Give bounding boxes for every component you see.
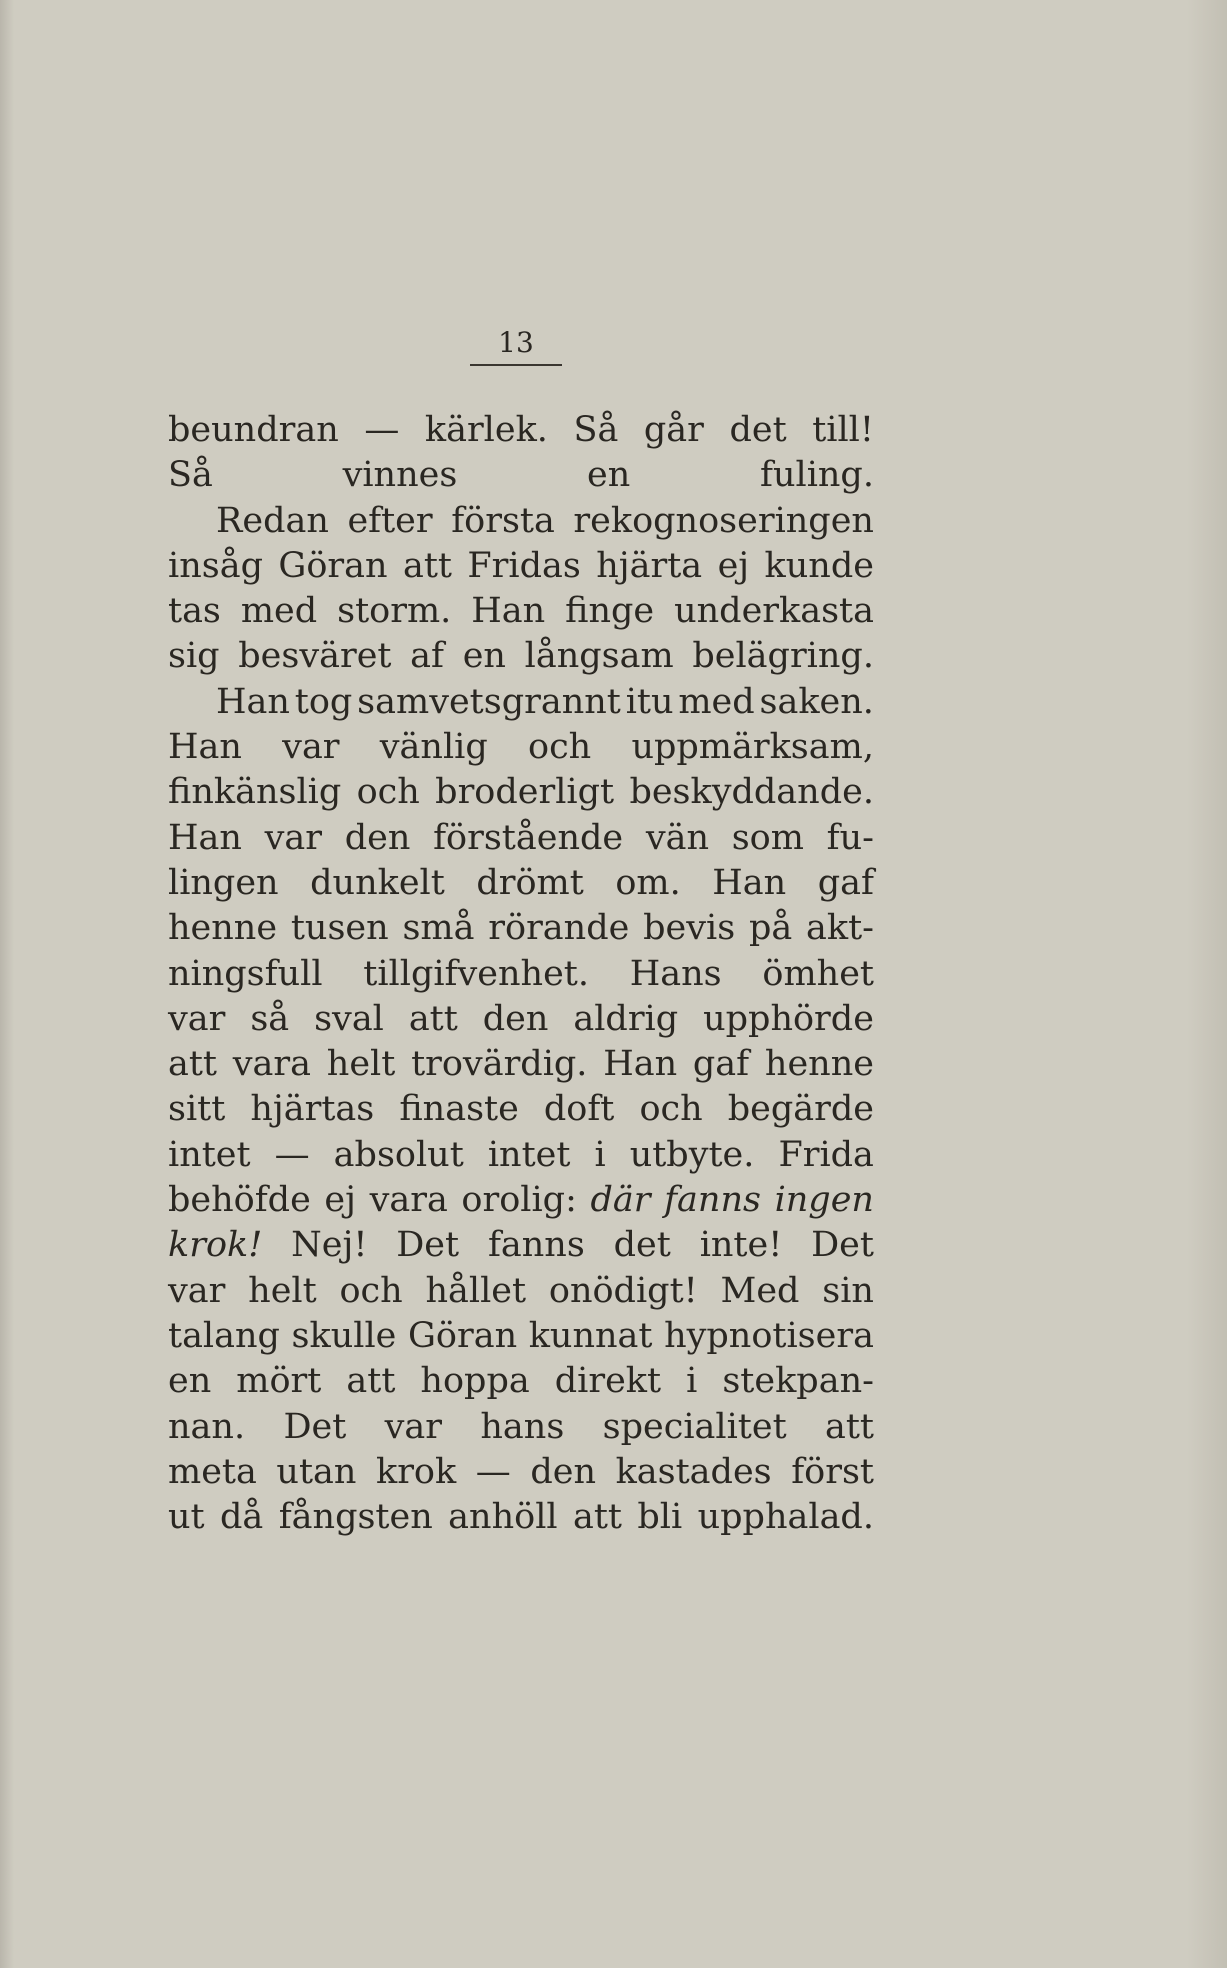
word: gaf bbox=[817, 862, 874, 903]
word: meta bbox=[168, 1451, 257, 1492]
text-line bbox=[168, 1495, 874, 1540]
word: på bbox=[748, 908, 793, 949]
word: rekognoseringen bbox=[573, 500, 874, 541]
text-line bbox=[168, 1450, 874, 1495]
word: begärde bbox=[727, 1089, 874, 1130]
word: helt bbox=[326, 1044, 396, 1085]
word: fanns bbox=[487, 1225, 585, 1266]
word: ej bbox=[324, 1180, 356, 1221]
word: samvetsgrannt bbox=[357, 681, 621, 722]
word: Frida bbox=[778, 1134, 874, 1175]
word: direkt bbox=[554, 1361, 662, 1402]
text-line bbox=[168, 906, 874, 951]
word: som bbox=[731, 817, 804, 858]
word: broderligt bbox=[435, 772, 615, 813]
word: — bbox=[364, 410, 400, 450]
word: nan. bbox=[168, 1406, 246, 1447]
word: Han bbox=[168, 817, 242, 858]
word: gaf bbox=[692, 1044, 750, 1085]
word: orolig: bbox=[461, 1180, 577, 1221]
word: små bbox=[402, 908, 475, 949]
word: så bbox=[250, 998, 290, 1039]
word: intet bbox=[168, 1134, 251, 1175]
word: med bbox=[240, 591, 318, 632]
word: ingen bbox=[774, 1180, 874, 1221]
text-line bbox=[168, 1042, 874, 1087]
word: fu- bbox=[826, 817, 874, 858]
text-line bbox=[168, 997, 874, 1042]
word: insåg bbox=[168, 545, 263, 586]
word: en bbox=[462, 636, 506, 677]
word: sig bbox=[168, 636, 220, 677]
word: lingen bbox=[168, 862, 279, 903]
word: kastades bbox=[615, 1451, 772, 1492]
word: intet bbox=[487, 1134, 571, 1175]
word: var bbox=[168, 998, 226, 1039]
word: Fridas bbox=[467, 545, 581, 586]
word: och bbox=[339, 1270, 403, 1311]
word: storm. bbox=[337, 591, 452, 632]
word: var bbox=[384, 1406, 443, 1447]
text-line bbox=[168, 1087, 874, 1132]
word: Han bbox=[216, 681, 290, 722]
word: vänlig bbox=[379, 727, 488, 768]
page-number: 13 bbox=[470, 326, 562, 366]
word: hypnotisera bbox=[664, 1315, 874, 1356]
word: Nej! bbox=[291, 1225, 368, 1266]
word: krok! bbox=[168, 1225, 263, 1266]
word: henne bbox=[764, 1044, 874, 1085]
word: en bbox=[587, 455, 631, 496]
word: trovärdig. bbox=[411, 1044, 588, 1085]
word: Så bbox=[573, 410, 619, 450]
text-line bbox=[168, 816, 874, 861]
word: och bbox=[356, 772, 420, 813]
text-line bbox=[168, 544, 874, 589]
word: var bbox=[282, 727, 340, 768]
word: anhöll bbox=[448, 1497, 558, 1538]
text-line bbox=[168, 1133, 874, 1178]
word: beskyddande. bbox=[629, 772, 874, 813]
word: finaste bbox=[399, 1089, 519, 1130]
word: Med bbox=[720, 1270, 800, 1311]
word: ut bbox=[168, 1497, 205, 1538]
word: där bbox=[590, 1180, 651, 1221]
word: absolut bbox=[333, 1134, 464, 1175]
word: sval bbox=[314, 998, 384, 1039]
word: då bbox=[220, 1497, 264, 1538]
word: inte! bbox=[699, 1225, 783, 1266]
text-line bbox=[168, 770, 874, 815]
word: upphörde bbox=[703, 998, 874, 1039]
text-line bbox=[168, 861, 874, 906]
word: hjärta bbox=[596, 545, 703, 586]
word: utbyte. bbox=[629, 1134, 755, 1175]
word: — bbox=[475, 1451, 511, 1492]
word: hjärtas bbox=[250, 1089, 375, 1130]
text-line bbox=[168, 1405, 874, 1450]
word: bevis bbox=[643, 908, 736, 949]
word: krok bbox=[375, 1451, 457, 1492]
word: tog bbox=[294, 681, 353, 722]
word: går bbox=[643, 410, 704, 450]
word: vän bbox=[645, 817, 710, 858]
page-edge-left bbox=[0, 0, 14, 1968]
word: doft bbox=[543, 1089, 615, 1130]
word: Han bbox=[712, 862, 787, 903]
word: efter bbox=[347, 500, 433, 541]
text-line bbox=[168, 1223, 874, 1268]
word: den bbox=[530, 1451, 597, 1492]
text-line bbox=[168, 952, 874, 997]
word: ömhet bbox=[762, 953, 874, 994]
word: att bbox=[168, 1044, 217, 1085]
word: sin bbox=[822, 1270, 874, 1311]
word: förstående bbox=[433, 817, 624, 858]
word: beundran bbox=[168, 410, 339, 450]
word: och bbox=[639, 1089, 703, 1130]
word: utan bbox=[276, 1451, 357, 1492]
word: tas bbox=[168, 591, 221, 632]
text-line bbox=[168, 408, 874, 453]
word: Göran bbox=[407, 1315, 518, 1356]
word: Han bbox=[168, 727, 242, 768]
word: fångsten bbox=[278, 1497, 433, 1538]
text-line bbox=[168, 1178, 874, 1223]
word: uppmärksam, bbox=[631, 727, 874, 768]
word: den bbox=[344, 817, 411, 858]
word: onödigt! bbox=[548, 1270, 698, 1311]
word: Det bbox=[283, 1406, 347, 1447]
word: aldrig bbox=[573, 998, 679, 1039]
text-line bbox=[168, 1314, 874, 1359]
word: var bbox=[168, 1270, 226, 1311]
text-line bbox=[168, 634, 874, 679]
word: ej bbox=[717, 545, 750, 586]
word: dunkelt bbox=[310, 862, 445, 903]
word: underkasta bbox=[674, 591, 874, 632]
word: fanns bbox=[664, 1180, 761, 1221]
word: kärlek. bbox=[424, 410, 548, 450]
word: Redan bbox=[216, 500, 329, 541]
text-line bbox=[168, 725, 874, 770]
word: långsam bbox=[524, 636, 674, 677]
word: om. bbox=[615, 862, 681, 903]
word: hoppa bbox=[420, 1361, 530, 1402]
word: en bbox=[168, 1361, 212, 1402]
word: tusen bbox=[290, 908, 389, 949]
word: Det bbox=[396, 1225, 460, 1266]
word: vara bbox=[369, 1180, 448, 1221]
word: det bbox=[729, 410, 787, 450]
word: vara bbox=[232, 1044, 312, 1085]
body-text bbox=[168, 408, 874, 1540]
word: fuling. bbox=[760, 455, 874, 496]
text-line bbox=[168, 1269, 874, 1314]
word: var bbox=[264, 817, 323, 858]
word: finkänslig bbox=[168, 772, 342, 813]
word: vinnes bbox=[342, 455, 458, 496]
word: det bbox=[613, 1225, 671, 1266]
word: — bbox=[274, 1134, 310, 1175]
word: mört bbox=[236, 1361, 322, 1402]
word: skulle bbox=[291, 1315, 397, 1356]
word: Han bbox=[603, 1044, 678, 1085]
word: upphalad. bbox=[697, 1497, 874, 1538]
word: stekpan- bbox=[722, 1361, 874, 1402]
word: Hans bbox=[629, 953, 722, 994]
word: saken. bbox=[759, 681, 874, 722]
word: talang bbox=[168, 1315, 280, 1356]
word: att bbox=[825, 1406, 874, 1447]
word: sitt bbox=[168, 1089, 226, 1130]
word: af bbox=[410, 636, 444, 677]
word: Så bbox=[168, 455, 213, 496]
page-edge-right bbox=[1187, 0, 1227, 1968]
word: ningsfull bbox=[168, 953, 323, 994]
word: kunnat bbox=[528, 1315, 653, 1356]
word: itu bbox=[625, 681, 674, 722]
word: till! bbox=[812, 410, 874, 450]
word: rörande bbox=[488, 908, 630, 949]
word: först bbox=[791, 1451, 874, 1492]
word: drömt bbox=[476, 862, 584, 903]
word: och bbox=[528, 727, 592, 768]
word: besväret bbox=[238, 636, 392, 677]
word: i bbox=[686, 1361, 698, 1402]
word: att bbox=[402, 545, 452, 586]
text-line bbox=[168, 453, 874, 498]
word: bli bbox=[637, 1497, 683, 1538]
word: henne bbox=[168, 908, 278, 949]
word: första bbox=[451, 500, 555, 541]
word: att bbox=[408, 998, 458, 1039]
word: behöfde bbox=[168, 1180, 311, 1221]
word: finge bbox=[565, 591, 655, 632]
word: specialitet bbox=[602, 1406, 787, 1447]
word: helt bbox=[248, 1270, 317, 1311]
word: Han bbox=[471, 591, 546, 632]
word: akt- bbox=[806, 908, 874, 949]
word: belägring. bbox=[692, 636, 874, 677]
word: hans bbox=[480, 1406, 565, 1447]
text-line bbox=[168, 1359, 874, 1404]
word: Det bbox=[811, 1225, 874, 1266]
word: i bbox=[594, 1134, 606, 1175]
word: att bbox=[573, 1497, 622, 1538]
word: hållet bbox=[425, 1270, 527, 1311]
text-line bbox=[168, 680, 874, 725]
word: att bbox=[346, 1361, 396, 1402]
word: den bbox=[482, 998, 549, 1039]
text-line bbox=[168, 499, 874, 544]
word: med bbox=[678, 681, 755, 722]
word: kunde bbox=[764, 545, 874, 586]
word: Göran bbox=[278, 545, 388, 586]
word: tillgifvenhet. bbox=[363, 953, 589, 994]
text-line bbox=[168, 589, 874, 634]
